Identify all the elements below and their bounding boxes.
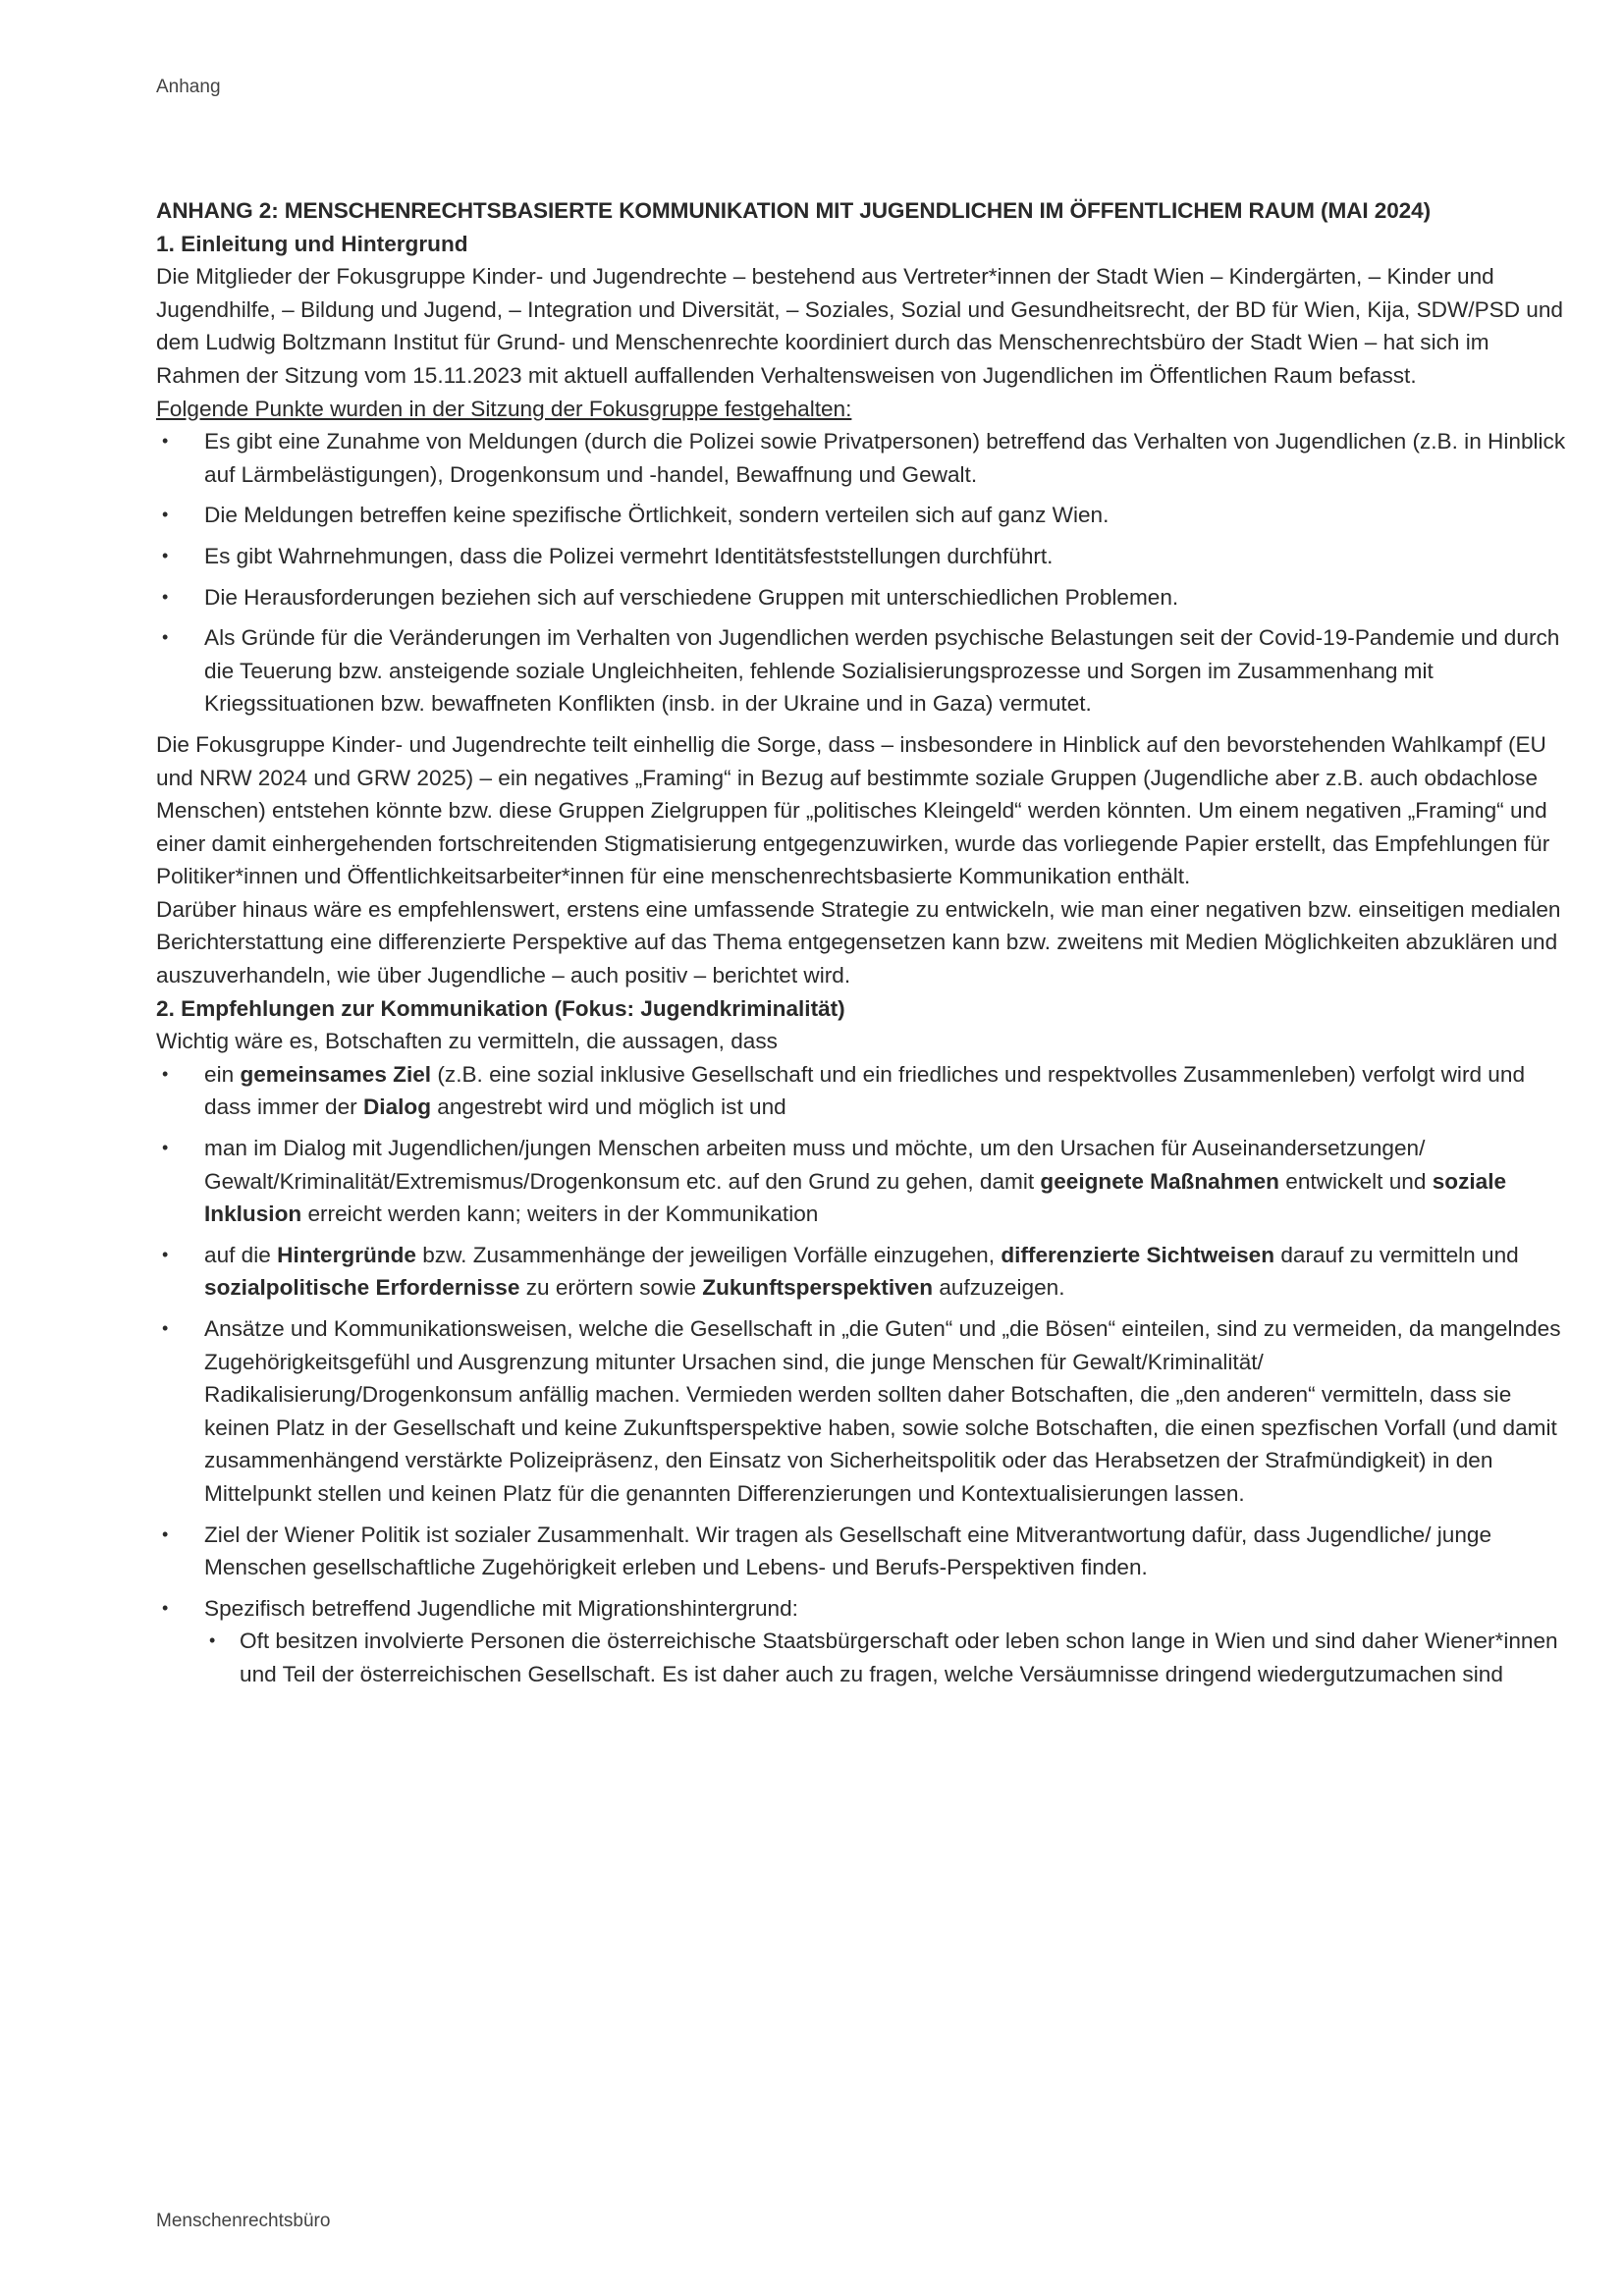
bullet-icon: • [162, 586, 169, 607]
points-label: Folgende Punkte wurden in der Sitzung der Fokusgruppe festgehalten: [156, 396, 852, 421]
bullet-icon: • [162, 1138, 169, 1158]
concern-paragraph: Die Fokusgruppe Kinder- und Jugendrechte teilt einhellig die Sorge, dass – insbesondere in Hinblick auf den bevorstehenden Wahlkampf (EU und NRW 2024 und GRW 2025) – ein negatives „Framing“ in Bezug auf bestimmte soziale Gruppen (Jugendliche aber z.B. auch obdachlose Menschen) entstehen könnte bzw. diese Gruppen Zielgruppen für „politisches Kleingeld“ werden könnten. Um einem negativen „Framing“ und einer damit einhergehenden fortschreitenden Stigmatisierung entgegenzuwirken, wurde das vorliegende Papier erstellt, das Empfehlungen für Politiker*innen und Öffentlichkeitsarbeiter*innen für eine menschenrechtsbasierte Kommunikation enthält. [156, 731, 1550, 889]
bullet-icon: • [162, 1244, 169, 1264]
section-heading-2: 2. Empfehlungen zur Kommunikation (Fokus: Jugendkriminalität) [156, 995, 845, 1021]
bullet-icon: • [162, 431, 169, 452]
list-item: • Es gibt eine Zunahme von Meldungen (durch die Polizei sowie Privatpersonen) betreffend das Verhalten von Jugendlichen (z.B. in Hinblick auf Lärmbelästigungen), Drogenkonsum und -handel, Bewaffnung und Gewalt. [156, 425, 1570, 491]
bullet-icon: • [162, 1523, 169, 1544]
list-item: • Die Meldungen betreffen keine spezifische Örtlichkeit, sondern verteilen sich auf ganz Wien. [156, 499, 1570, 532]
running-header: Anhang [156, 77, 221, 97]
list-item: • auf die Hintergründe bzw. Zusammenhänge der jeweiligen Vorfälle einzugehen, differenzierte Sichtweisen darauf zu vermitteln und sozialpolitische Erfordernisse zu erörtern sowie Zukunftsperspektiven aufzuzeigen. [156, 1239, 1570, 1305]
list-item: • Spezifisch betreffend Jugendliche mit Migrationshintergrund: • Oft besitzen involvierte Personen die österreichische Staatsbürgerschaft oder leben schon lange in Wien und sind daher Wiener*innen und Teil der österreichischen Gesellschaft. Es ist daher auch zu fragen, welche Versäumnisse dringend wiedergutzumachen sind [156, 1592, 1570, 1691]
list-item: • Als Gründe für die Veränderungen im Verhalten von Jugendlichen werden psychische Belastungen seit der Covid-19-Pandemie und durch die Teuerung bzw. ansteigende soziale Ungleichheiten, fehlende Sozialisierungsprozesse und Sorgen im Zusammenhang mit Kriegssituationen bzw. bewaffneten Konflikten (insb. in der Ukraine und in Gaza) vermutet. [156, 621, 1570, 721]
session-points-list [156, 425, 1570, 721]
section2-lead: Wichtig wäre es, Botschaften zu vermitteln, die aussagen, dass [156, 1029, 778, 1054]
document-title: ANHANG 2: MENSCHENRECHTSBASIERTE KOMMUNIKATION MIT JUGENDLICHEN IM ÖFFENTLICHEM RAUM (MAI 2024) [156, 198, 1432, 223]
sub-list [204, 1625, 1570, 1690]
running-footer: Menschenrechtsbüro [156, 2211, 331, 2231]
bullet-icon: • [162, 1063, 169, 1084]
list-item: • Ziel der Wiener Politik ist sozialer Zusammenhalt. Wir tragen als Gesellschaft eine Mitverantwortung dafür, dass Jugendliche/ junge Menschen gesellschaftliche Zugehörigkeit erleben und Lebens- und Berufs-Perspektiven finden. [156, 1519, 1570, 1584]
bullet-icon: • [162, 627, 169, 648]
bullet-icon: • [162, 545, 169, 565]
list-item: • man im Dialog mit Jugendlichen/jungen Menschen arbeiten muss und möchte, um den Ursachen für Auseinandersetzungen/ Gewalt/Kriminalität/Extremismus/Drogenkonsum etc. auf den Grund zu gehen, damit geeignete Maßnahmen entwickelt und soziale Inklusion erreicht werden kann; weiters in der Kommunikation [156, 1132, 1570, 1231]
sub-list-item: • Oft besitzen involvierte Personen die österreichische Staatsbürgerschaft oder leben schon lange in Wien und sind daher Wiener*innen und Teil der österreichischen Gesellschaft. Es ist daher auch zu fragen, welche Versäumnisse dringend wiedergutzumachen sind [204, 1625, 1570, 1690]
recommendations-list [156, 1058, 1570, 1691]
bullet-icon: • [162, 1318, 169, 1338]
bullet-icon: • [162, 1597, 169, 1618]
intro-paragraph: Die Mitglieder der Fokusgruppe Kinder- und Jugendrechte – bestehend aus Vertreter*innen der Stadt Wien – Kindergärten, – Kinder und Jugendhilfe, – Bildung und Jugend, – Integration und Diversität, – Soziales, Sozial und Gesundheitsrecht, der BD für Wien, Kija, SDW/PSD und dem Ludwig Boltzmann Institut für Grund- und Menschenrechte koordiniert durch das Menschenrechtsbüro der Stadt Wien – hat sich im Rahmen der Sitzung vom 15.11.2023 mit aktuell auffallenden Verhaltensweisen von Jugendlichen im Öffentlichen Raum befasst. [156, 264, 1563, 388]
section-heading-1: 1. Einleitung und Hintergrund [156, 231, 468, 256]
further-paragraph: Darüber hinaus wäre es empfehlenswert, erstens eine umfassende Strategie zu entwickeln, wie man einer negativen bzw. einseitigen medialen Berichterstattung eine differenzierte Perspektive auf das Thema entgegensetzen kann bzw. zweitens mit Medien Möglichkeiten abzuklären und auszuverhandeln, wie über Jugendliche – auch positiv – berichtet wird. [156, 896, 1561, 988]
list-item: • Es gibt Wahrnehmungen, dass die Polizei vermehrt Identitätsfeststellungen durchführt. [156, 540, 1570, 573]
bullet-icon: • [209, 1630, 216, 1651]
list-item: • Ansätze und Kommunikationsweisen, welche die Gesellschaft in „die Guten“ und „die Bösen“ einteilen, sind zu vermeiden, da mangelndes Zugehörigkeitsgefühl und Ausgrenzung mitunter Ursachen sind, die junge Menschen für Gewalt/Kriminalität/ Radikalisierung/Drogenkonsum anfällig machen. Vermieden werden sollten daher Botschaften, die „den anderen“ vermitteln, dass sie keinen Platz in der Gesellschaft und keine Zukunftsperspektive haben, sowie solche Botschaften, die einen spezfischen Vorfall (und damit zusammenhängend verstärkte Polizeipräsenz, den Einsatz von Sicherheitspolitik oder das Herabsetzen der Strafmündigkeit) in den Mittelpunkt stellen und keinen Platz für die genannten Differenzierungen und Kontextualisierungen lassen. [156, 1312, 1570, 1511]
page-content [156, 194, 1570, 1699]
list-item: • ein gemeinsames Ziel (z.B. eine sozial inklusive Gesellschaft und ein friedliches und respektvolles Zusammenleben) verfolgt wird und dass immer der Dialog angestrebt wird und möglich ist und [156, 1058, 1570, 1124]
bullet-icon: • [162, 505, 169, 525]
list-item: • Die Herausforderungen beziehen sich auf verschiedene Gruppen mit unterschiedlichen Problemen. [156, 581, 1570, 614]
